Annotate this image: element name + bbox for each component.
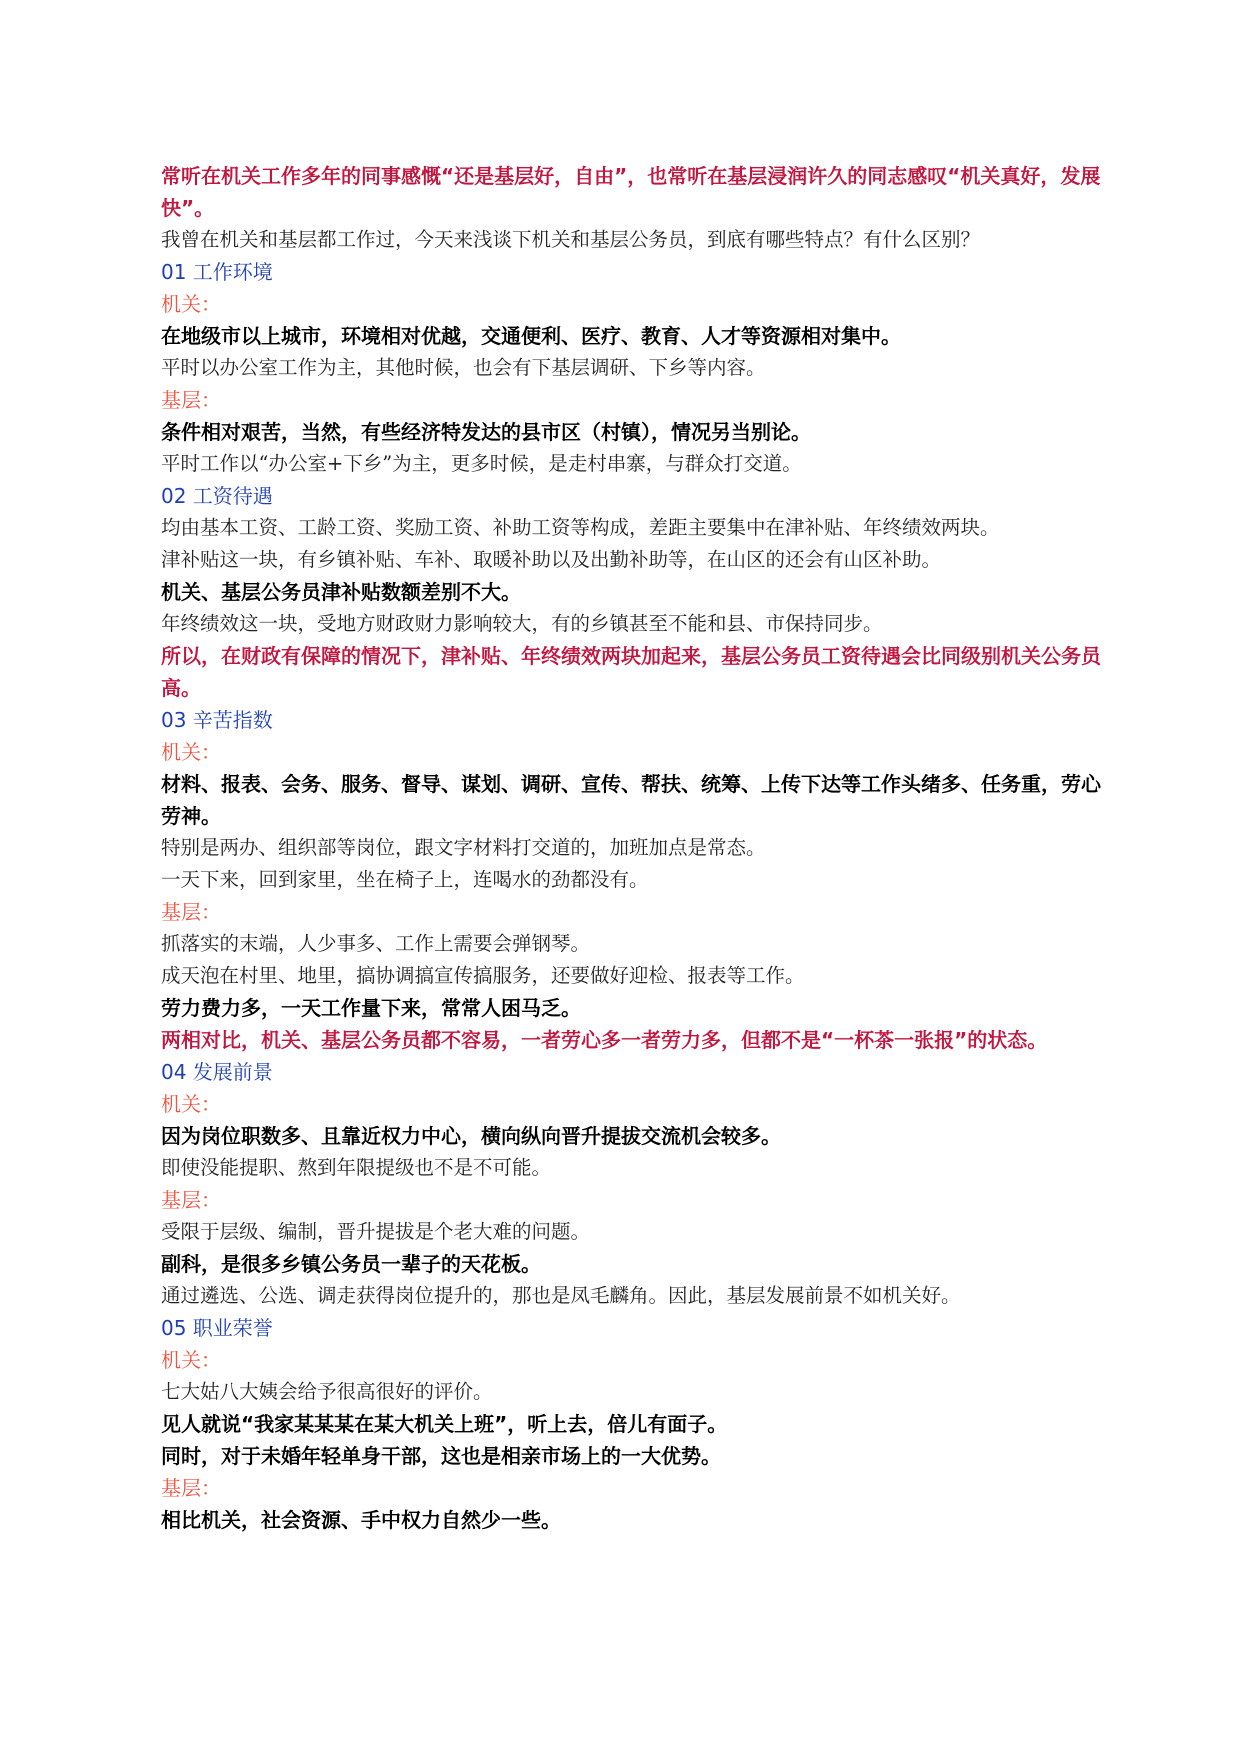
paragraph: 均由基本工资、工龄工资、奖励工资、补助工资等构成，差距主要集中在津补贴、年终绩效两块。 (161, 516, 1000, 539)
paragraph: 平时以办公室工作为主，其他时候，也会有下基层调研、下乡等内容。 (161, 356, 766, 379)
section-heading-honor: 05 职业荣誉 (161, 1316, 273, 1340)
paragraph-bold: 相比机关，社会资源、手中权力自然少一些。 (161, 1508, 561, 1532)
paragraph-bold: 因为岗位职数多、且靠近权力中心，横向纵向晋升提拔交流机会较多。 (161, 1124, 781, 1148)
paragraph-bold: 劳力费力多，一天工作量下来，常常人困马乏。 (161, 996, 581, 1020)
paragraph-bold: 副科，是很多乡镇公务员一辈子的天花板。 (161, 1252, 541, 1276)
subheading-organ: 机关： (161, 1348, 221, 1372)
paragraph: 特别是两办、组织部等岗位，跟文字材料打交道的，加班加点是常态。 (161, 836, 766, 859)
conclusion-highlight: 两相对比，机关、基层公务员都不容易，一者劳心多一者劳力多，但都不是“一杯茶一张报”的状态。 (161, 1028, 1048, 1052)
paragraph: 七大姑八大姨会给予很高很好的评价。 (161, 1380, 493, 1403)
paragraph: 受限于层级、编制，晋升提拔是个老大难的问题。 (161, 1220, 591, 1243)
subheading-organ: 机关： (161, 292, 221, 316)
conclusion-highlight: 所以，在财政有保障的情况下，津补贴、年终绩效两块加起来，基层公务员工资待遇会比同级别机关公务员高。 (161, 644, 1101, 700)
subheading-organ: 机关： (161, 740, 221, 764)
paragraph-bold: 材料、报表、会务、服务、督导、谋划、调研、宣传、帮扶、统筹、上传下达等工作头绪多、任务重，劳心劳神。 (161, 772, 1101, 828)
paragraph-bold: 机关、基层公务员津补贴数额差别不大。 (161, 580, 521, 604)
intro-paragraph: 我曾在机关和基层都工作过，今天来浅谈下机关和基层公务员，到底有哪些特点？有什么区别？ (161, 228, 981, 251)
paragraph: 抓落实的末端，人少事多、工作上需要会弹钢琴。 (161, 932, 591, 955)
paragraph-bold: 同时，对于未婚年轻单身干部，这也是相亲市场上的一大优势。 (161, 1444, 721, 1468)
paragraph: 年终绩效这一块，受地方财政财力影响较大，有的乡镇甚至不能和县、市保持同步。 (161, 612, 883, 635)
paragraph: 一天下来，回到家里，坐在椅子上，连喝水的劲都没有。 (161, 868, 649, 891)
subheading-grassroots: 基层： (161, 388, 221, 412)
paragraph: 津补贴这一块，有乡镇补贴、车补、取暖补助以及出勤补助等，在山区的还会有山区补助。 (161, 548, 942, 571)
subheading-grassroots: 基层： (161, 900, 221, 924)
paragraph: 成天泡在村里、地里，搞协调搞宣传搞服务，还要做好迎检、报表等工作。 (161, 964, 805, 987)
subheading-organ: 机关： (161, 1092, 221, 1116)
paragraph-bold: 在地级市以上城市，环境相对优越，交通便利、医疗、教育、人才等资源相对集中。 (161, 324, 901, 348)
section-heading-hardship: 03 辛苦指数 (161, 708, 273, 732)
subheading-grassroots: 基层： (161, 1476, 221, 1500)
paragraph-bold: 条件相对艰苦，当然，有些经济特发达的县市区（村镇），情况另当别论。 (161, 420, 811, 444)
intro-highlight: 常听在机关工作多年的同事感慨“还是基层好，自由”，也常听在基层浸润许久的同志感叹“机关真好，发展快”。 (161, 164, 1101, 220)
paragraph: 通过遴选、公选、调走获得岗位提升的，那也是凤毛麟角。因此，基层发展前景不如机关好。 (161, 1284, 961, 1307)
section-heading-work-environment: 01 工作环境 (161, 260, 273, 284)
paragraph: 即使没能提职、熬到年限提级也不是不可能。 (161, 1156, 552, 1179)
paragraph-bold: 见人就说“我家某某某在某大机关上班”，听上去，倍儿有面子。 (161, 1412, 728, 1436)
section-heading-salary: 02 工资待遇 (161, 484, 273, 508)
subheading-grassroots: 基层： (161, 1188, 221, 1212)
section-heading-prospects: 04 发展前景 (161, 1060, 273, 1084)
document-body (161, 160, 1101, 1536)
paragraph: 平时工作以“办公室+下乡”为主，更多时候，是走村串寨，与群众打交道。 (161, 452, 802, 475)
